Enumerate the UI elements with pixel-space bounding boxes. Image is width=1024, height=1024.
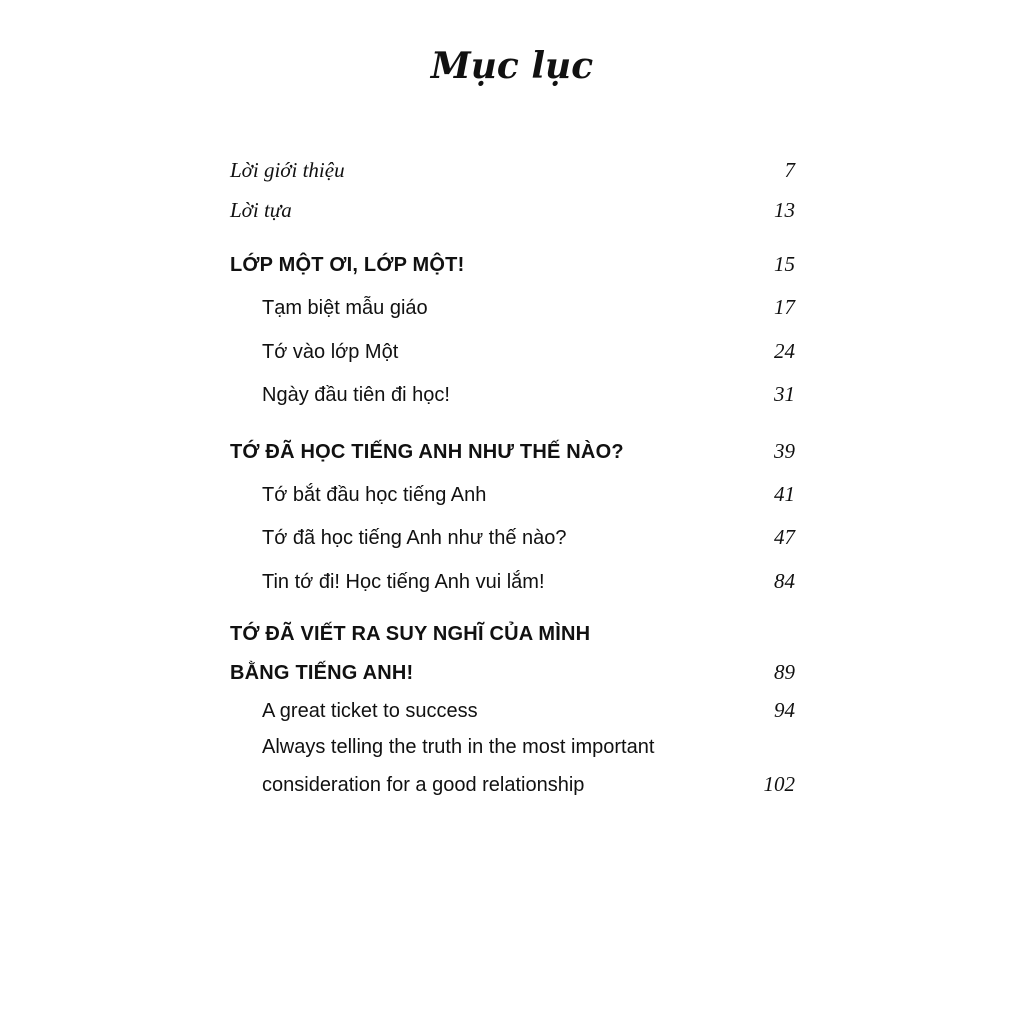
toc-part-title-line: TỚ ĐÃ VIẾT RA SUY NGHĨ CỦA MÌNH (230, 623, 591, 645)
table-of-contents (230, 150, 795, 803)
toc-chapter[interactable] (230, 373, 795, 417)
toc-part-page: 89 (774, 660, 795, 684)
toc-chapter-label: A great ticket to success (262, 700, 478, 722)
toc-part-title: TỚ ĐÃ HỌC TIẾNG ANH NHƯ THẾ NÀO? (230, 440, 624, 463)
toc-chapter-page: 47 (774, 525, 795, 549)
toc-entry-page: 7 (784, 158, 795, 182)
toc-entry-label: Lời giới thiệu (230, 158, 345, 182)
toc-chapter-page: 84 (774, 568, 795, 593)
toc-entry-label: Lời tựa (230, 198, 292, 222)
toc-chapter[interactable] (230, 473, 795, 517)
toc-chapter-label: Tớ bắt đầu học tiếng Anh (262, 483, 487, 506)
toc-chapter[interactable] (230, 560, 795, 604)
toc-chapter-label: Tin tớ đi! Học tiếng Anh vui lắm! (262, 570, 545, 593)
toc-part-2[interactable] (230, 429, 795, 473)
toc-entry-introduction[interactable] (230, 150, 795, 190)
toc-part-page: 39 (774, 438, 795, 463)
toc-entry-preface[interactable] (230, 190, 795, 230)
toc-part-title-line: BẰNG TIẾNG ANH! (230, 662, 414, 684)
toc-part-page: 15 (774, 252, 795, 276)
toc-part-3[interactable] (230, 615, 795, 691)
toc-chapter[interactable] (230, 330, 795, 374)
toc-chapter-label: Tạm biệt mẫu giáo (262, 297, 428, 319)
toc-chapter-page: 102 (763, 772, 795, 796)
toc-entry-page: 13 (774, 198, 795, 222)
toc-chapter[interactable] (230, 516, 795, 560)
toc-chapter-label: Ngày đầu tiên đi học! (262, 384, 450, 406)
toc-chapter-label-line: consideration for a good relationship (262, 774, 585, 796)
page-title: Mục lục (430, 45, 594, 87)
toc-chapter-page: 31 (774, 382, 795, 406)
toc-chapter-page: 41 (774, 481, 795, 506)
toc-chapter-page: 94 (774, 698, 795, 722)
toc-chapter[interactable] (230, 729, 795, 803)
toc-chapter-page: 24 (774, 338, 795, 363)
toc-chapter-label: Tớ đã học tiếng Anh như thế nào? (262, 527, 567, 549)
toc-chapter-label-line: Always telling the truth in the most important (262, 736, 655, 758)
toc-chapter[interactable] (230, 286, 795, 330)
toc-part-1[interactable] (230, 242, 795, 286)
toc-chapter-label: Tớ vào lớp Một (262, 340, 399, 363)
toc-chapter-page: 17 (774, 295, 795, 319)
toc-part-title: LỚP MỘT ƠI, LỚP MỘT! (230, 254, 465, 276)
toc-chapter[interactable] (230, 691, 795, 729)
